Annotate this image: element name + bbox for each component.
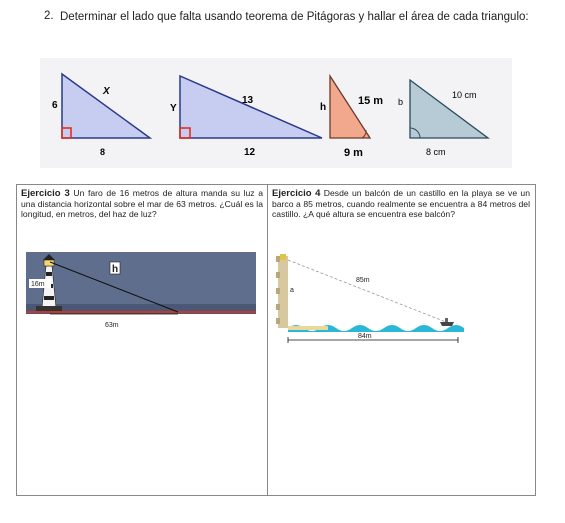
triangle-3-side-a: h: [320, 102, 327, 113]
exercise-4-body: Desde un balcón de un castillo en la playa se ve un barco a 85 metros, cuando realmente se encuentra a 84 metros del castillo. ¿A qué altura se encuentra ese balcón?: [272, 188, 530, 220]
exercise-4: [272, 188, 530, 220]
lighthouse-figure: [26, 252, 256, 330]
triangle-1: [52, 74, 150, 157]
triangles-figure: [40, 58, 515, 168]
exercise-4-title: Ejercicio 4: [272, 188, 321, 199]
triangle-3-hyp: 15 m: [358, 95, 384, 107]
table-divider: [267, 184, 268, 495]
triangle-4: [398, 80, 488, 157]
balcony-hyp-label: 85m: [356, 277, 370, 284]
lighthouse-hyp-label: h: [112, 264, 119, 275]
triangle-1-hyp: X: [103, 86, 110, 97]
triangle-1-side-a: 6: [52, 100, 58, 111]
lighthouse-base-label: 63m: [105, 322, 119, 329]
triangle-2-side-b: 12: [244, 147, 256, 158]
triangle-2-hyp: 13: [242, 95, 254, 106]
triangle-4-hyp: 10 cm: [452, 90, 477, 100]
triangle-4-side-a: b: [398, 97, 404, 107]
exercise-3-title: Ejercicio 3: [21, 188, 70, 199]
triangle-3-side-b: 9 m: [344, 147, 363, 159]
triangle-4-side-b: 8 cm: [426, 147, 446, 157]
exercise-3-body: Un faro de 16 metros de altura manda su luz a una distancia horizontal sobre el mar de 63 metros. ¿Cuál es la longitud, en metros, del haz de luz?: [21, 188, 263, 220]
triangle-3: [320, 76, 383, 159]
ship-icon: [440, 318, 454, 326]
lighthouse-height-label: 16m: [31, 281, 45, 288]
triangle-1-side-b: 8: [100, 147, 106, 157]
question-number: 2.: [44, 10, 54, 22]
exercise-3: [21, 188, 263, 220]
question-text: Determinar el lado que falta usando teorema de Pitágoras y hallar el área de cada triangulo:: [60, 11, 529, 23]
triangle-2-side-a: Y: [170, 103, 177, 114]
castle-icon: [276, 254, 288, 328]
triangle-2: [170, 76, 322, 158]
balcony-base-label: 84m: [358, 333, 372, 340]
balcony-height-label: a: [290, 287, 294, 294]
balcony-figure: [276, 252, 466, 350]
